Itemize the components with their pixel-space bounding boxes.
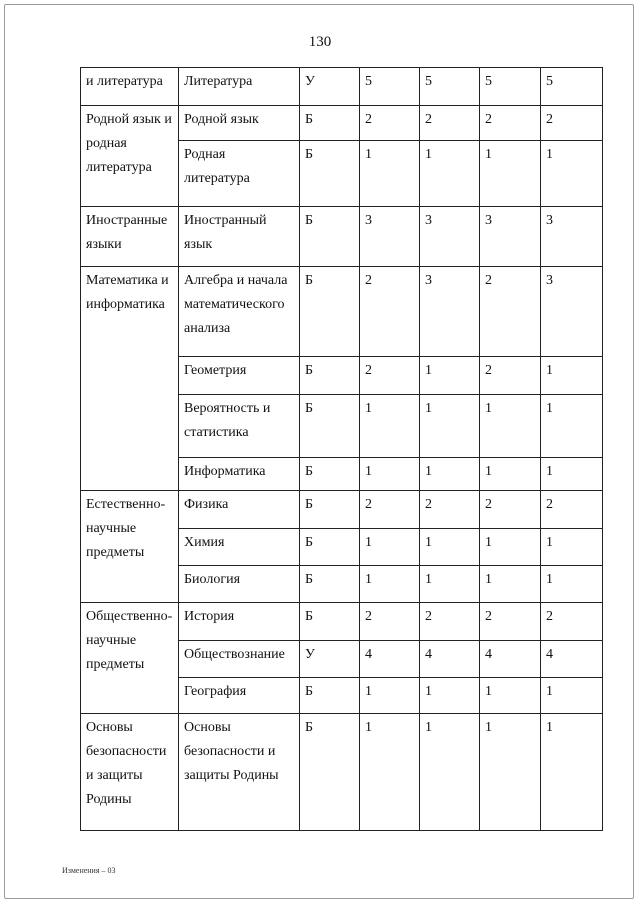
hours-cell: 1 — [480, 529, 541, 566]
hours-cell: 1 — [480, 566, 541, 603]
level-cell: Б — [300, 458, 360, 491]
table-row — [81, 603, 603, 641]
hours-cell: 3 — [480, 207, 541, 267]
level-cell: Б — [300, 357, 360, 395]
subject-cell: Литература — [179, 68, 300, 106]
hours-cell: 1 — [420, 529, 480, 566]
subject-area-cell: Иностранные языки — [81, 207, 179, 267]
hours-cell: 2 — [360, 106, 420, 141]
subject-cell: Иностранный язык — [179, 207, 300, 267]
level-cell: Б — [300, 395, 360, 458]
subject-cell: Геометрия — [179, 357, 300, 395]
hours-cell: 1 — [360, 458, 420, 491]
hours-cell: 4 — [420, 641, 480, 678]
hours-cell: 2 — [420, 491, 480, 529]
subject-area-cell: и литература — [81, 68, 179, 106]
hours-cell: 1 — [360, 529, 420, 566]
hours-cell: 1 — [541, 714, 603, 831]
hours-cell: 3 — [360, 207, 420, 267]
subject-cell: Вероятность и статистика — [179, 395, 300, 458]
hours-cell: 1 — [360, 141, 420, 207]
hours-cell: 2 — [360, 603, 420, 641]
hours-cell: 2 — [420, 603, 480, 641]
hours-cell: 1 — [541, 458, 603, 491]
subject-area-cell: Естественно-научные предметы — [81, 491, 179, 603]
hours-cell: 2 — [480, 106, 541, 141]
hours-cell: 2 — [541, 603, 603, 641]
level-cell: Б — [300, 714, 360, 831]
level-cell: Б — [300, 106, 360, 141]
hours-cell: 5 — [420, 68, 480, 106]
subject-cell: Физика — [179, 491, 300, 529]
hours-cell: 4 — [360, 641, 420, 678]
hours-cell: 5 — [541, 68, 603, 106]
hours-cell: 1 — [420, 458, 480, 491]
hours-cell: 1 — [541, 395, 603, 458]
level-cell: Б — [300, 491, 360, 529]
hours-cell: 1 — [480, 678, 541, 714]
revision-footer: Изменения – 03 — [62, 866, 116, 875]
subject-cell: Информатика — [179, 458, 300, 491]
curriculum-table — [80, 67, 603, 831]
hours-cell: 1 — [541, 678, 603, 714]
table-row — [81, 68, 603, 106]
hours-cell: 3 — [420, 207, 480, 267]
hours-cell: 2 — [541, 106, 603, 141]
subject-area-cell: Математика и информатика — [81, 267, 179, 491]
hours-cell: 1 — [541, 566, 603, 603]
hours-cell: 2 — [480, 603, 541, 641]
hours-cell: 2 — [480, 357, 541, 395]
hours-cell: 1 — [541, 529, 603, 566]
level-cell: Б — [300, 529, 360, 566]
hours-cell: 2 — [480, 491, 541, 529]
table-row — [81, 267, 603, 357]
level-cell: Б — [300, 207, 360, 267]
hours-cell: 3 — [541, 207, 603, 267]
level-cell: Б — [300, 678, 360, 714]
subject-cell: История — [179, 603, 300, 641]
level-cell: Б — [300, 603, 360, 641]
hours-cell: 4 — [480, 641, 541, 678]
table-row — [81, 106, 603, 141]
table-row — [81, 714, 603, 831]
level-cell: Б — [300, 267, 360, 357]
hours-cell: 1 — [541, 357, 603, 395]
hours-cell: 2 — [480, 267, 541, 357]
hours-cell: 1 — [360, 678, 420, 714]
hours-cell: 2 — [420, 106, 480, 141]
level-cell: У — [300, 68, 360, 106]
subject-cell: География — [179, 678, 300, 714]
hours-cell: 5 — [360, 68, 420, 106]
hours-cell: 1 — [541, 141, 603, 207]
hours-cell: 2 — [360, 267, 420, 357]
subject-cell: Родной язык — [179, 106, 300, 141]
hours-cell: 1 — [480, 458, 541, 491]
level-cell: У — [300, 641, 360, 678]
hours-cell: 1 — [360, 395, 420, 458]
hours-cell: 1 — [480, 714, 541, 831]
hours-cell: 1 — [420, 566, 480, 603]
level-cell: Б — [300, 566, 360, 603]
hours-cell: 1 — [420, 395, 480, 458]
subject-cell: Химия — [179, 529, 300, 566]
subject-cell: Алгебра и начала математического анализа — [179, 267, 300, 357]
hours-cell: 1 — [420, 141, 480, 207]
hours-cell: 1 — [480, 395, 541, 458]
hours-cell: 1 — [360, 714, 420, 831]
level-cell: Б — [300, 141, 360, 207]
subject-cell: Родная литература — [179, 141, 300, 207]
subject-area-cell: Основы безопасности и защиты Родины — [81, 714, 179, 831]
hours-cell: 1 — [360, 566, 420, 603]
page-number: 130 — [308, 34, 332, 50]
table-row — [81, 491, 603, 529]
hours-cell: 1 — [480, 141, 541, 207]
hours-cell: 1 — [420, 357, 480, 395]
subject-cell: Обществознание — [179, 641, 300, 678]
subject-cell: Основы безопасности и защиты Родины — [179, 714, 300, 831]
hours-cell: 3 — [420, 267, 480, 357]
hours-cell: 4 — [541, 641, 603, 678]
hours-cell: 5 — [480, 68, 541, 106]
table-row — [81, 207, 603, 267]
hours-cell: 2 — [360, 491, 420, 529]
hours-cell: 1 — [420, 714, 480, 831]
subject-cell: Биология — [179, 566, 300, 603]
hours-cell: 1 — [420, 678, 480, 714]
subject-area-cell: Общественно-научные предметы — [81, 603, 179, 714]
subject-area-cell: Родной язык и родная литература — [81, 106, 179, 207]
hours-cell: 2 — [541, 491, 603, 529]
hours-cell: 2 — [360, 357, 420, 395]
hours-cell: 3 — [541, 267, 603, 357]
